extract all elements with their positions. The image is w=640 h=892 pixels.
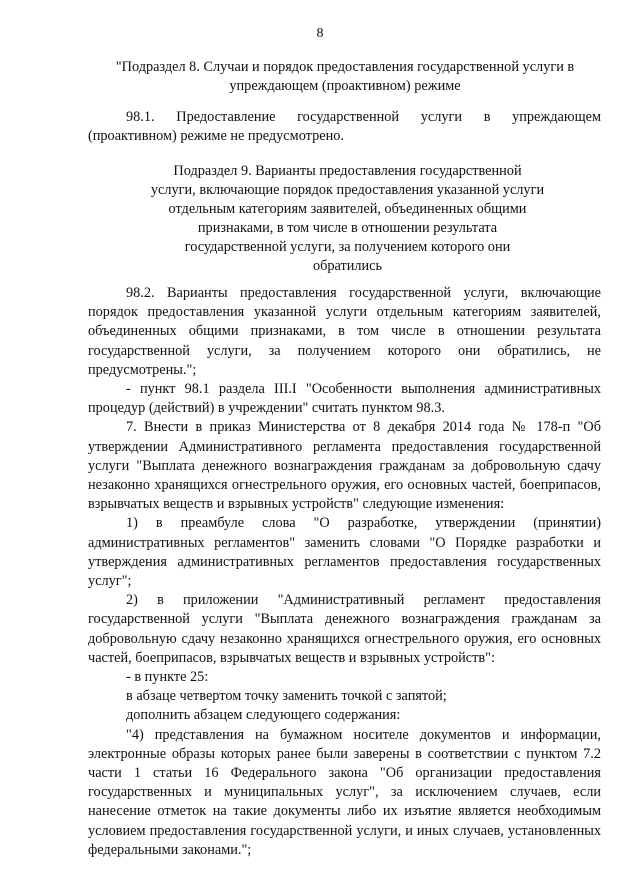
paragraph-98-1: 98.1. Предоставление государственной услуги в упреждающем (проактивном) режиме не предусмотрено. [88,109,601,145]
page-number: 8 [316,26,324,41]
paragraph-item-1: 1) в преамбуле слова "О разработке, утверждении (принятии) административных регламентов" заменить словами "О Порядке разработки и утверждения административных регламентов предоставления государственных услуг"; [88,515,601,590]
subsection-8-heading: "Подраздел 8. Случаи и порядок предоставления государственной услуги в упреждающем (проактивном) режиме [115,59,575,94]
paragraph-add-abzac: дополнить абзацем следующего содержания: [126,707,401,724]
paragraph-98-1-renumber: - пункт 98.1 раздела III.I "Особенности выполнения административных процедур (действий) в учреждении" считать пунктом 98.3. [88,381,601,417]
paragraph-item-2: 2) в приложении "Административный регламент предоставления государственной услуги "Выплата денежного вознаграждения гражданам за добровольную сдачу незаконно хранящихся огнестрельного оружия, его основных частей, боеприпасов, взрывчатых веществ и взрывных устройств": [88,592,601,666]
main-text [88,284,601,860]
paragraph-point-25: - в пункте 25: [126,669,209,686]
paragraph-abzac-4: в абзаце четвертом точку заменить точкой с запятой; [126,688,447,705]
paragraph-item-4: "4) представления на бумажном носителе документов и информации, электронные образы которых ранее были заверены в соответствии с пунктом 7.2 части 1 статьи 16 Федерального закона "Об организации предоставления государственных и муниципальных услуг", за исключением случаев, если нанесение отметок на такие документы либо их изъятие является необходимым условием предоставления государственной услуги, и иных случаев, установленных федеральными законами."; [88,726,601,858]
paragraph-7: 7. Внести в приказ Министерства от 8 декабря 2014 года № 178-п "Об утверждении Административного регламента предоставления государственной услуги "Выплата денежного вознаграждения гражданам за добровольную сдачу незаконно хранящихся огнестрельного оружия, его основных частей, боеприпасов, взрывчатых веществ и взрывных устройств" следующие изменения: [88,419,601,513]
paragraph-98-1-block [88,108,601,146]
subsection-9-heading: Подраздел 9. Варианты предоставления государственной услуги, включающие порядок предоставления указанной услуги отдельным категориям заявителей, объединенных общими признаками, в том числе в отношении результата государственной услуги, за получением которого они обратились [150,163,545,274]
paragraph-98-2: 98.2. Варианты предоставления государственной услуги, включающие порядок предоставления указанной услуги отдельным категориям заявителей, объединенных общими признаками, в том числе в отношении результата государственной услуги, за получением которого они обратились, не предусмотрены."; [88,285,601,378]
